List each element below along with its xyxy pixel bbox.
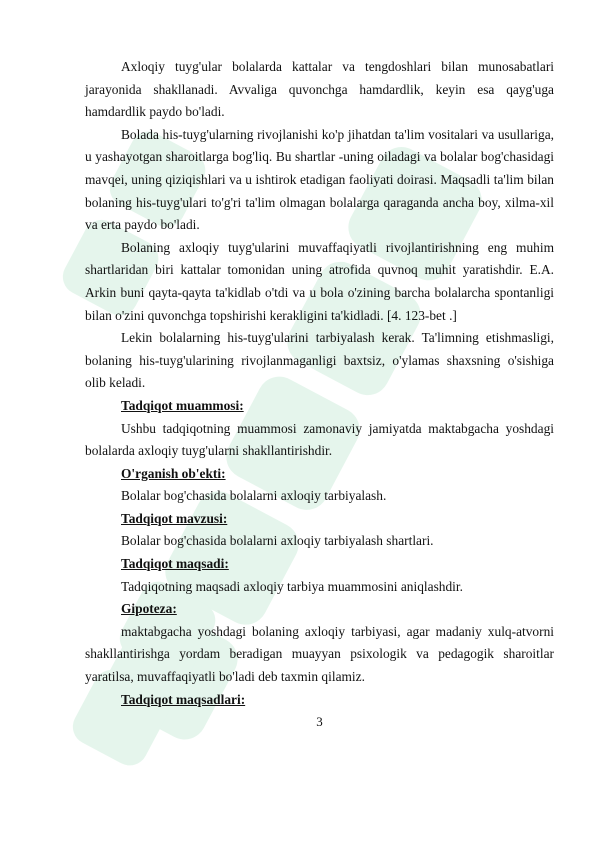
- heading-research-aim: Tadqiqot maqsadi:: [121, 556, 229, 572]
- heading-research-problem: Tadqiqot muammosi:: [121, 397, 244, 413]
- hypothesis-text: maktabgacha yoshdagi bolaning axloqiy tarbiyasi, agar madaniy xulq-atvorni shakllantirishga yordam beradigan muayyan psixologik va pedagogik sharoitlar yaratilsa, muvaffaqiyatli bo'ladi deb taxmin qilamiz.: [85, 623, 554, 685]
- heading-research-objectives: Tadqiqot maqsadlari:: [121, 691, 246, 707]
- study-object-text: Bolalar bog'chasida bolalarni axloqiy tarbiyalash.: [121, 488, 387, 504]
- paragraph-4: Lekin bolalarning his-tuyg'ularini tarbiyalash kerak. Ta'limning etishmasligi, bolaning his-tuyg'ularining rivojlanmaganligi baxtsiz, o'ylamas shaxsning o'sishiga olib keladi.: [85, 330, 554, 391]
- paragraph-1: Axloqiy tuyg'ular bolalarda kattalar va tengdoshlari bilan munosabatlari jarayonida shakllanadi. Avvaliga quvonchga hamdardlik, keyin esa qayg'uga hamdardlik paydo bo'ladi.: [85, 59, 554, 120]
- heading-study-object: O'rganish ob'ekti:: [121, 465, 226, 481]
- research-subject-text: Bolalar bog'chasida bolalarni axloqiy tarbiyalash shartlari.: [121, 533, 434, 549]
- research-aim-text: Tadqiqotning maqsadi axloqiy tarbiya muammosini aniqlashdir.: [121, 578, 463, 594]
- paragraph-3: Bolaning axloqiy tuyg'ularini muvaffaqiyatli rivojlantirishning eng muhim shartlaridan biri kattalar tomonidan uning atrofida quvnoq muhit yaratishdir. E.A. Arkin buni qayta-qayta ta'kidlab o'tdi va u bola o'zining barcha bolalarcha spontanligi bilan o'zini quvonchga topshirishi kerakligini ta'kidladi. [4. 123-bet .]: [85, 239, 554, 323]
- heading-hypothesis: Gipoteza:: [121, 601, 177, 617]
- paragraph-2: Bolada his-tuyg'ularning rivojlanishi ko'p jihatdan ta'lim vositalari va usullariga, u yashayotgan sharoitlarga bog'liq. Bu shartlar -uning oiladagi va bolalar bog'chasidagi mavqei, uning qiziqishlari va u ishtirok etadigan faoliyati doirasi. Maqsadli ta'lim bilan bolaning his-tuyg'ulari to'g'ri ta'lim olmagan bolalarga qaraganda ancha boy, xilma-xil va erta paydo bo'ladi.: [85, 126, 554, 233]
- heading-research-subject: Tadqiqot mavzusi:: [121, 510, 228, 526]
- research-problem-text: Ushbu tadqiqotning muammosi zamonaviy jamiyatda maktabgacha yoshdagi bolalarda axloqiy tuyg'ularni shakllantirishdir.: [85, 420, 554, 459]
- page-number: 3: [316, 714, 323, 730]
